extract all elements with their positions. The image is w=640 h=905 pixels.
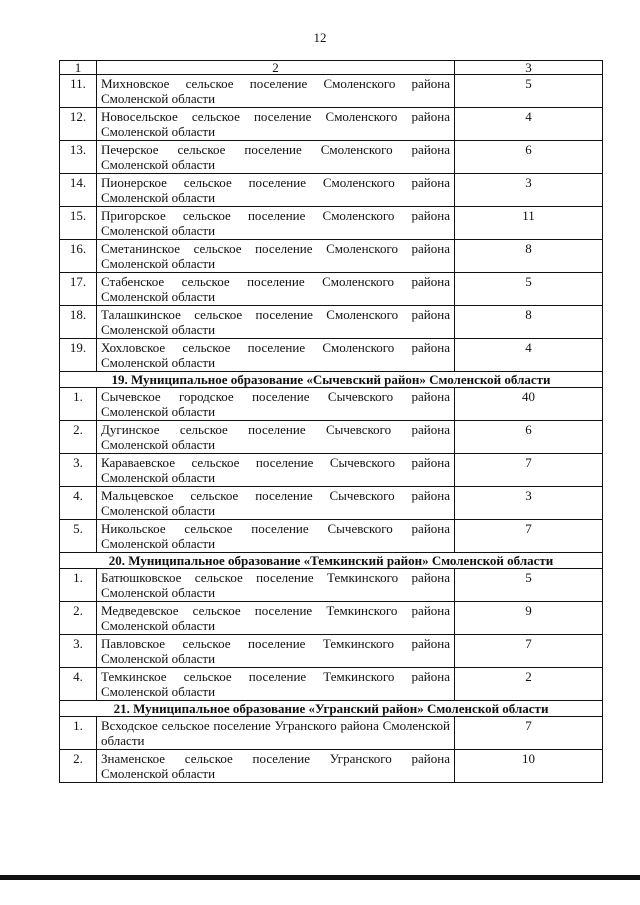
count-cell: 4 [455, 339, 603, 372]
count-cell: 8 [455, 240, 603, 273]
row-number-cell: 3. [60, 635, 97, 668]
table-row [60, 717, 603, 750]
table-row [60, 487, 603, 520]
table-row [60, 141, 603, 174]
table-row [60, 569, 603, 602]
count-cell: 8 [455, 306, 603, 339]
table-row [60, 750, 603, 783]
table-row [60, 273, 603, 306]
row-number-cell: 13. [60, 141, 97, 174]
section-heading: 19. Муниципальное образование «Сычевский район» Смоленской области [60, 372, 603, 388]
row-number-cell: 18. [60, 306, 97, 339]
settlement-name-cell: Медведевское сельское поселение Темкинского района Смоленской области [97, 602, 455, 635]
count-cell: 4 [455, 108, 603, 141]
table-row [60, 635, 603, 668]
table-row [60, 668, 603, 701]
settlement-name-cell: Талашкинское сельское поселение Смоленского района Смоленской области [97, 306, 455, 339]
count-cell: 2 [455, 668, 603, 701]
row-number-cell: 16. [60, 240, 97, 273]
row-number-cell: 4. [60, 668, 97, 701]
count-cell: 7 [455, 520, 603, 553]
count-cell: 5 [455, 75, 603, 108]
table-row [60, 388, 603, 421]
section-heading-row [60, 701, 603, 717]
settlement-name-cell: Пионерское сельское поселение Смоленского района Смоленской области [97, 174, 455, 207]
settlement-name-cell: Новосельское сельское поселение Смоленского района Смоленской области [97, 108, 455, 141]
row-number-cell: 14. [60, 174, 97, 207]
count-cell: 40 [455, 388, 603, 421]
row-number-cell: 19. [60, 339, 97, 372]
table-row [60, 602, 603, 635]
settlement-name-cell: Всходское сельское поселение Угранского района Смоленской области [97, 717, 455, 750]
table-body [60, 61, 603, 783]
settlements-table [59, 60, 603, 783]
table-row [60, 421, 603, 454]
settlement-name-cell: Батюшковское сельское поселение Темкинского района Смоленской области [97, 569, 455, 602]
row-number-cell: 1. [60, 717, 97, 750]
count-cell: 5 [455, 569, 603, 602]
row-number-cell: 1. [60, 388, 97, 421]
count-cell: 11 [455, 207, 603, 240]
row-number-cell: 11. [60, 75, 97, 108]
row-number-cell: 5. [60, 520, 97, 553]
settlement-name-cell: Михновское сельское поселение Смоленского района Смоленской области [97, 75, 455, 108]
row-number-cell: 2. [60, 421, 97, 454]
count-cell: 9 [455, 602, 603, 635]
row-number-cell: 15. [60, 207, 97, 240]
header-col-number: 1 [60, 61, 97, 75]
section-heading: 21. Муниципальное образование «Угранский район» Смоленской области [60, 701, 603, 717]
table-row [60, 454, 603, 487]
count-cell: 7 [455, 635, 603, 668]
count-cell: 3 [455, 487, 603, 520]
table-row [60, 240, 603, 273]
settlement-name-cell: Темкинское сельское поселение Темкинского района Смоленской области [97, 668, 455, 701]
section-heading-row [60, 372, 603, 388]
count-cell: 6 [455, 141, 603, 174]
row-number-cell: 3. [60, 454, 97, 487]
table-row [60, 174, 603, 207]
table-row [60, 207, 603, 240]
row-number-cell: 4. [60, 487, 97, 520]
settlement-name-cell: Знаменское сельское поселение Угранского района Смоленской области [97, 750, 455, 783]
table-row [60, 339, 603, 372]
count-cell: 3 [455, 174, 603, 207]
count-cell: 7 [455, 454, 603, 487]
header-col-value: 3 [455, 61, 603, 75]
section-heading-row [60, 553, 603, 569]
row-number-cell: 12. [60, 108, 97, 141]
table-row [60, 520, 603, 553]
row-number-cell: 17. [60, 273, 97, 306]
row-number-cell: 2. [60, 602, 97, 635]
count-cell: 7 [455, 717, 603, 750]
page-number: 12 [313, 30, 327, 45]
settlement-name-cell: Дугинское сельское поселение Сычевского района Смоленской области [97, 421, 455, 454]
table-row [60, 75, 603, 108]
table-row [60, 108, 603, 141]
settlement-name-cell: Хохловское сельское поселение Смоленского района Смоленской области [97, 339, 455, 372]
section-heading: 20. Муниципальное образование «Темкинский район» Смоленской области [60, 553, 603, 569]
row-number-cell: 2. [60, 750, 97, 783]
header-col-name: 2 [97, 61, 455, 75]
settlement-name-cell: Павловское сельское поселение Темкинского района Смоленской области [97, 635, 455, 668]
settlement-name-cell: Никольское сельское поселение Сычевского района Смоленской области [97, 520, 455, 553]
settlement-name-cell: Мальцевское сельское поселение Сычевского района Смоленской области [97, 487, 455, 520]
settlement-name-cell: Стабенское сельское поселение Смоленского района Смоленской области [97, 273, 455, 306]
table-header-row [60, 61, 603, 75]
count-cell: 6 [455, 421, 603, 454]
settlement-name-cell: Печерское сельское поселение Смоленского района Смоленской области [97, 141, 455, 174]
table-row [60, 306, 603, 339]
settlement-name-cell: Сычевское городское поселение Сычевского района Смоленской области [97, 388, 455, 421]
settlement-name-cell: Караваевское сельское поселение Сычевского района Смоленской области [97, 454, 455, 487]
settlement-name-cell: Пригорское сельское поселение Смоленского района Смоленской области [97, 207, 455, 240]
count-cell: 5 [455, 273, 603, 306]
settlement-name-cell: Сметанинское сельское поселение Смоленского района Смоленской области [97, 240, 455, 273]
footer-rule [0, 875, 640, 880]
row-number-cell: 1. [60, 569, 97, 602]
count-cell: 10 [455, 750, 603, 783]
